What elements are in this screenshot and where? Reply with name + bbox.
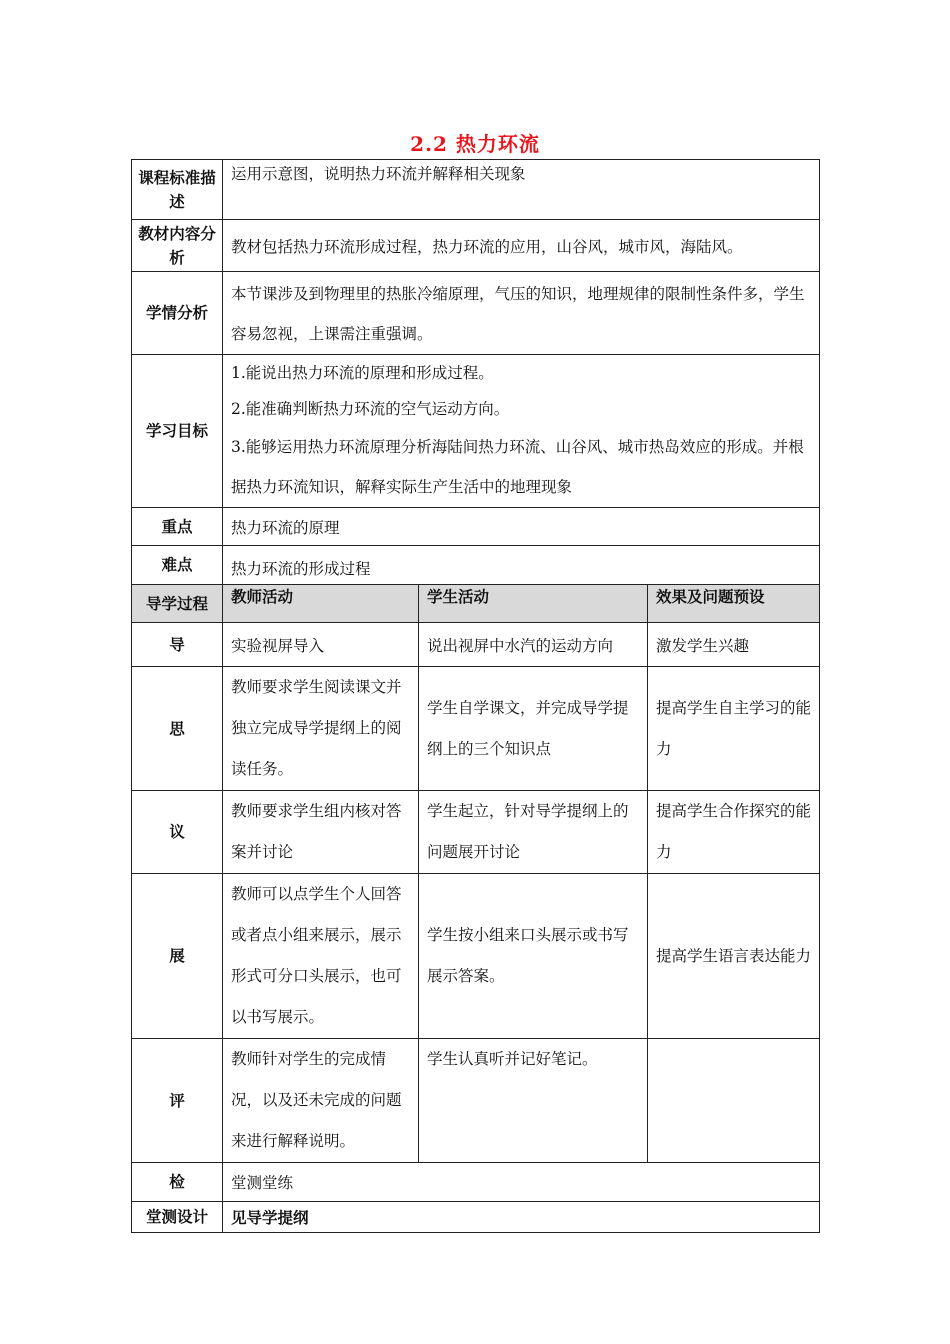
label-key: 重点 <box>132 508 223 546</box>
goal-item: 3.能够运用热力环流原理分析海陆间热力环流、山谷风、城市热岛效应的形成。并根据热力环流知识，解释实际生产生活中的地理现象 <box>231 438 804 496</box>
step-teacher: 教师要求学生阅读课文并独立完成导学提纲上的阅读任务。 <box>223 667 419 791</box>
step-effect: 提高学生自主学习的能力 <box>648 667 820 791</box>
label-hard: 难点 <box>132 546 223 585</box>
step-effect <box>648 1039 820 1163</box>
row-student-analysis <box>132 272 820 355</box>
step-teacher: 实验视屏导入 <box>223 623 419 667</box>
step-stage: 思 <box>132 667 223 791</box>
text-key: 热力环流的原理 <box>223 508 820 546</box>
text-content: 教材包括热力环流形成过程，热力环流的应用，山谷风，城市风，海陆风。 <box>223 220 820 272</box>
document-title: 2.2 热力环流 <box>410 132 540 156</box>
label-goals: 学习目标 <box>132 355 223 508</box>
step-student: 学生起立，针对导学提纲上的问题展开讨论 <box>419 791 648 874</box>
step-effect: 提高学生语言表达能力 <box>648 874 820 1039</box>
row-standard <box>132 160 820 220</box>
header-teacher: 教师活动 <box>223 585 419 623</box>
label-student-analysis: 学情分析 <box>132 272 223 355</box>
goal-item: 2.能准确判断热力环流的空气运动方向。 <box>231 400 510 418</box>
step-student: 说出视屏中水汽的运动方向 <box>419 623 648 667</box>
row-goals <box>132 355 820 508</box>
step-row-ping <box>132 1039 820 1163</box>
text-check: 堂测堂练 <box>223 1163 820 1202</box>
step-teacher: 教师要求学生组内核对答案并讨论 <box>223 791 419 874</box>
step-stage: 展 <box>132 874 223 1039</box>
step-student: 学生自学课文，并完成导学提纲上的三个知识点 <box>419 667 648 791</box>
header-process: 导学过程 <box>132 585 223 623</box>
step-row-yi <box>132 791 820 874</box>
row-hard <box>132 546 820 585</box>
row-check <box>132 1163 820 1202</box>
step-stage: 导 <box>132 623 223 667</box>
label-check: 检 <box>132 1163 223 1202</box>
step-row-dao <box>132 623 820 667</box>
step-row-si <box>132 667 820 791</box>
label-design: 堂测设计 <box>132 1202 223 1233</box>
step-student: 学生按小组来口头展示或书写展示答案。 <box>419 874 648 1039</box>
text-standard: 运用示意图，说明热力环流并解释相关现象 <box>223 160 820 220</box>
step-stage: 议 <box>132 791 223 874</box>
text-student-analysis: 本节课涉及到物理里的热胀冷缩原理，气压的知识，地理规律的限制性条件多，学生容易忽视，上课需注重强调。 <box>223 272 820 355</box>
header-effect: 效果及问题预设 <box>648 585 820 623</box>
step-teacher: 教师可以点学生个人回答或者点小组来展示，展示形式可分口头展示，也可以书写展示。 <box>223 874 419 1039</box>
row-content <box>132 220 820 272</box>
step-row-zhan <box>132 874 820 1039</box>
step-teacher: 教师针对学生的完成情况，以及还未完成的问题来进行解释说明。 <box>223 1039 419 1163</box>
step-effect: 激发学生兴趣 <box>648 623 820 667</box>
row-design <box>132 1202 820 1233</box>
goals-list <box>223 355 820 508</box>
step-student: 学生认真听并记好笔记。 <box>419 1039 648 1163</box>
text-hard: 热力环流的形成过程 <box>223 546 820 585</box>
step-effect: 提高学生合作探究的能力 <box>648 791 820 874</box>
goal-item: 1.能说出热力环流的原理和形成过程。 <box>231 364 494 382</box>
text-design: 见导学提纲 <box>223 1202 820 1233</box>
step-stage: 评 <box>132 1039 223 1163</box>
lesson-plan-table <box>131 159 820 1233</box>
label-standard: 课程标准描述 <box>132 160 223 220</box>
process-header-row <box>132 585 820 623</box>
row-key <box>132 508 820 546</box>
header-student: 学生活动 <box>419 585 648 623</box>
label-content: 教材内容分析 <box>132 220 223 272</box>
